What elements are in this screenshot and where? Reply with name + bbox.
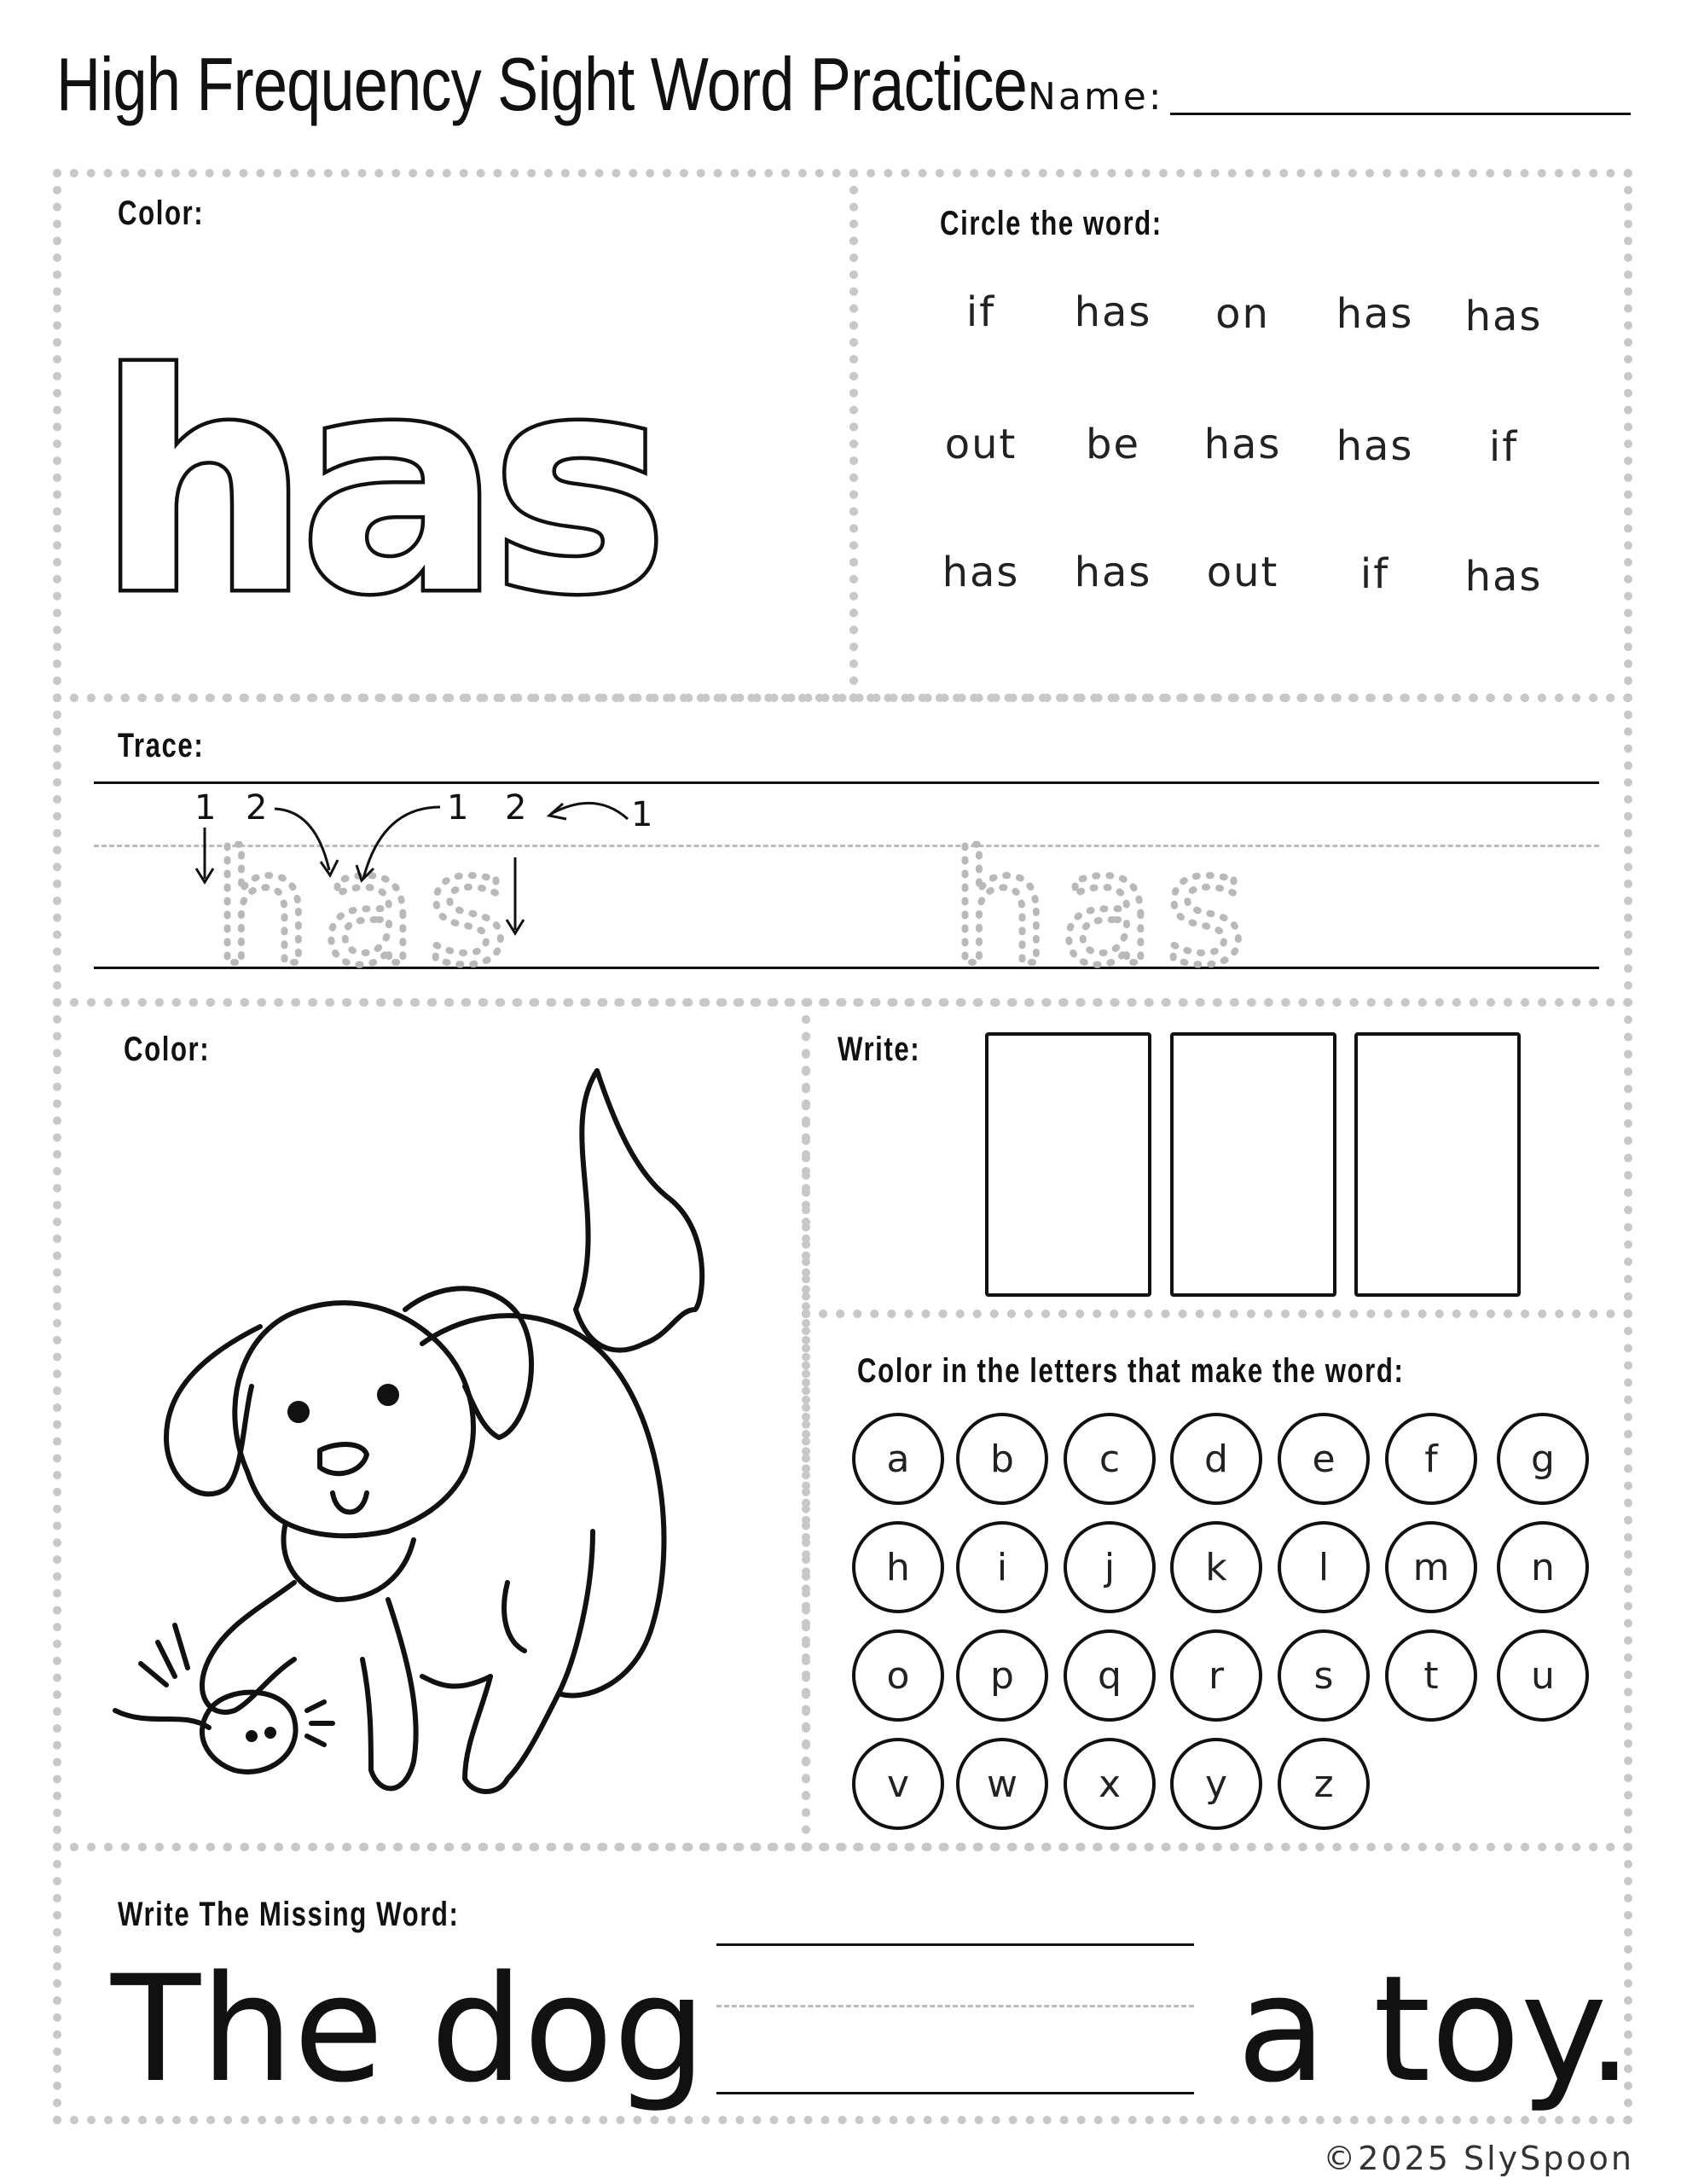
word-cell[interactable]: out xyxy=(944,421,1017,468)
stroke-number: 1 xyxy=(447,788,469,828)
sentence-start: The dog xyxy=(111,1943,707,2115)
letter-circle-y[interactable]: y xyxy=(1170,1738,1262,1830)
dog-illustration[interactable] xyxy=(81,1028,780,1821)
letter-circle-l[interactable]: l xyxy=(1278,1521,1370,1613)
letter-circle-c[interactable]: c xyxy=(1064,1413,1156,1505)
circle-word-label: Circle the word: xyxy=(940,205,1162,242)
letter-circle-w[interactable]: w xyxy=(956,1738,1048,1830)
letter-circle-s[interactable]: s xyxy=(1278,1629,1370,1722)
word-cell[interactable]: has xyxy=(1464,553,1543,601)
word-cell[interactable]: has xyxy=(1336,422,1414,470)
word-cell[interactable]: has xyxy=(1074,549,1152,596)
word-cell[interactable]: if xyxy=(965,288,996,336)
color-word-label: Color: xyxy=(118,195,205,232)
letter-circle-n[interactable]: n xyxy=(1497,1521,1589,1613)
word-cell[interactable]: has xyxy=(1074,288,1152,336)
letter-circle-f[interactable]: f xyxy=(1385,1413,1477,1505)
name-label: Name: xyxy=(1028,75,1164,119)
letter-circle-h[interactable]: h xyxy=(852,1521,944,1613)
letter-circle-m[interactable]: m xyxy=(1385,1521,1477,1613)
letter-circle-v[interactable]: v xyxy=(852,1738,944,1830)
svg-text:has: has xyxy=(97,311,658,659)
stroke-number: 1 xyxy=(631,795,653,834)
trace-word-guided: has xyxy=(213,818,519,999)
letter-circle-p[interactable]: p xyxy=(956,1629,1048,1722)
letter-circle-u[interactable]: u xyxy=(1497,1629,1589,1722)
letter-circle-t[interactable]: t xyxy=(1385,1629,1477,1722)
letter-circle-o[interactable]: o xyxy=(852,1629,944,1722)
write-box[interactable] xyxy=(1354,1032,1521,1297)
write-box[interactable] xyxy=(1170,1032,1336,1297)
letter-circle-x[interactable]: x xyxy=(1064,1738,1156,1830)
letter-circle-b[interactable]: b xyxy=(956,1413,1048,1505)
stroke-number: 2 xyxy=(246,788,268,828)
letter-circle-r[interactable]: r xyxy=(1170,1629,1262,1722)
missing-word-blank[interactable] xyxy=(716,2092,1194,2094)
letter-circle-z[interactable]: z xyxy=(1278,1738,1370,1830)
color-picture-label: Color: xyxy=(124,1031,211,1068)
page-title: High Frequency Sight Word Practice xyxy=(56,42,1027,126)
missing-word-label: Write The Missing Word: xyxy=(118,1896,460,1933)
letter-circle-a[interactable]: a xyxy=(852,1413,944,1505)
letter-circle-q[interactable]: q xyxy=(1064,1629,1156,1722)
word-cell[interactable]: has xyxy=(1336,290,1414,338)
word-cell[interactable]: has xyxy=(1203,421,1282,468)
stroke-number: 1 xyxy=(194,788,217,828)
letter-circle-i[interactable]: i xyxy=(956,1521,1048,1613)
letter-circle-g[interactable]: g xyxy=(1497,1413,1589,1505)
write-box[interactable] xyxy=(985,1032,1151,1297)
letter-circle-k[interactable]: k xyxy=(1170,1521,1262,1613)
stroke-number: 2 xyxy=(505,788,527,828)
trace-word-free: has xyxy=(951,818,1256,999)
word-cell[interactable]: on xyxy=(1215,290,1270,338)
sentence-end: a toy. xyxy=(1237,1943,1633,2115)
blank-top-line xyxy=(716,1943,1194,1946)
word-cell[interactable]: if xyxy=(1488,423,1519,471)
blank-mid-line xyxy=(716,2005,1194,2007)
letter-circle-d[interactable]: d xyxy=(1170,1413,1262,1505)
trace-label: Trace: xyxy=(118,727,205,764)
trace-area[interactable] xyxy=(0,0,1687,1007)
word-cell[interactable]: be xyxy=(1086,421,1140,468)
word-cell[interactable]: has xyxy=(1464,293,1543,340)
write-label: Write: xyxy=(838,1031,921,1068)
word-cell[interactable]: out xyxy=(1206,549,1279,596)
letter-circle-e[interactable]: e xyxy=(1278,1413,1370,1505)
word-cell[interactable]: has xyxy=(942,549,1020,596)
letters-label: Color in the letters that make the word: xyxy=(857,1352,1405,1390)
letter-circle-j[interactable]: j xyxy=(1064,1521,1156,1613)
copyright: ©2025 SlySpoon xyxy=(1323,2140,1634,2177)
word-cell[interactable]: if xyxy=(1359,550,1390,598)
